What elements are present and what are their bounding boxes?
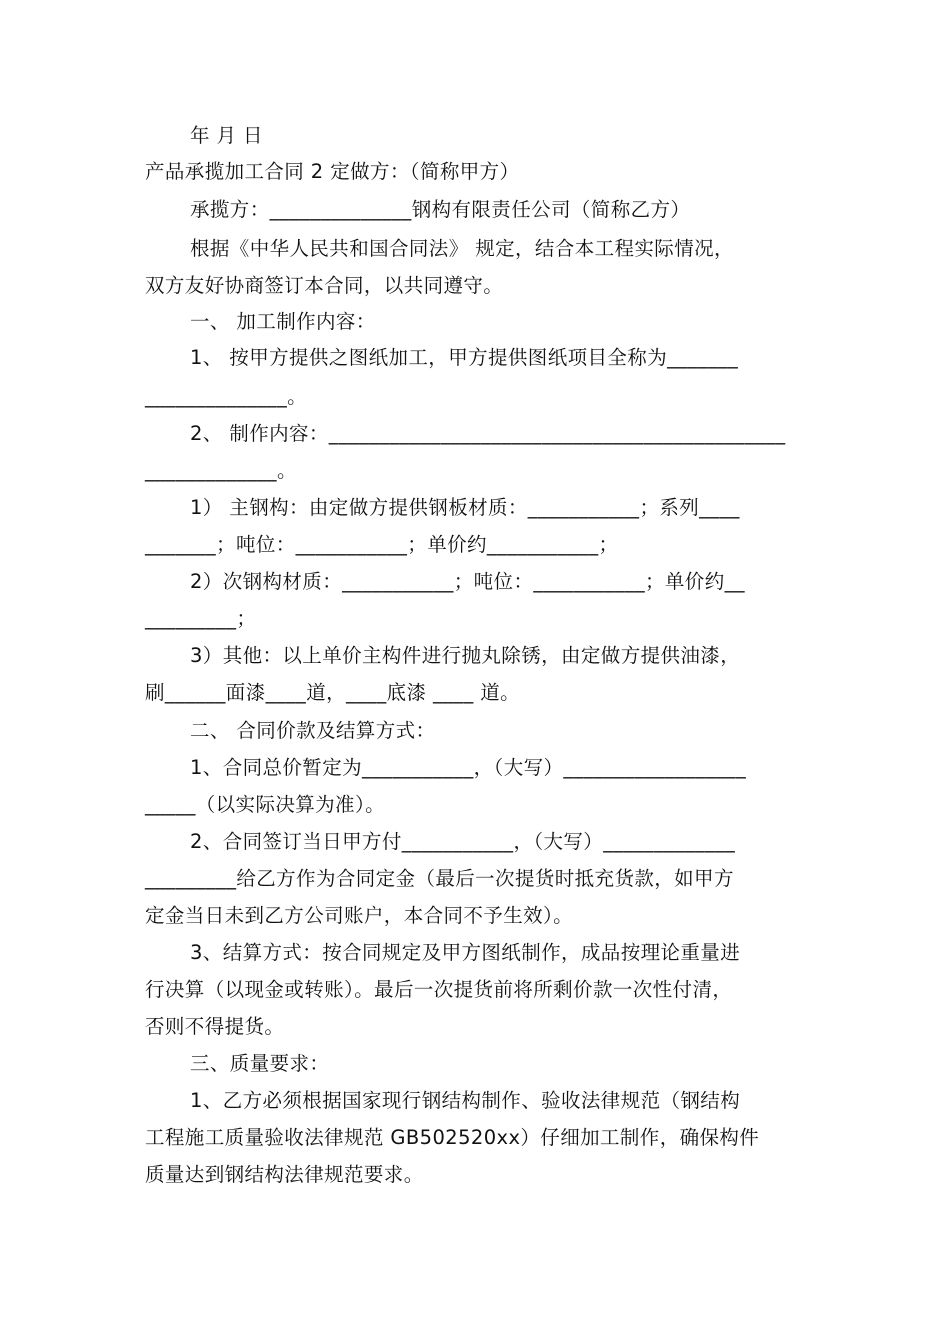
paragraph-line: 1、乙方必须根据国家现行钢结构制作、验收法律规范（钢结构 bbox=[190, 1089, 741, 1112]
section-heading: 三、质量要求： bbox=[190, 1052, 330, 1075]
paragraph-line: 2、 制作内容：_____________________________________________ bbox=[190, 422, 786, 445]
paragraph-line: 1、 按甲方提供之图纸加工，甲方提供图纸项目全称为_______ bbox=[190, 346, 739, 369]
paragraph-line: 1） 主钢构：由定做方提供钢板材质：___________；系列____ bbox=[190, 496, 740, 519]
paragraph-line: _______；吨位：___________；单价约___________； bbox=[145, 533, 619, 556]
paragraph-line: 3）其他：以上单价主构件进行抛丸除锈，由定做方提供油漆， bbox=[190, 644, 741, 667]
paragraph-line: ______________。 bbox=[145, 385, 307, 408]
paragraph-line: _________给乙方作为合同定金（最后一次提货时抵充货款，如甲方 bbox=[145, 867, 734, 890]
paragraph-line: 1、合同总价暂定为___________，（大写）__________________ bbox=[190, 756, 747, 779]
paragraph-line: 双方友好协商签订本合同，以共同遵守。 bbox=[145, 274, 504, 297]
section-heading: 二、 合同价款及结算方式： bbox=[190, 719, 436, 742]
section-heading: 一、 加工制作内容： bbox=[190, 310, 376, 333]
paragraph-line: _________； bbox=[145, 607, 257, 630]
paragraph-line: 定金当日未到乙方公司账户，本合同不予生效）。 bbox=[145, 904, 574, 927]
paragraph-line: 工程施工质量验收法律规范 GB502520xx）仔细加工制作，确保构件 bbox=[145, 1126, 760, 1149]
paragraph-line: 2、合同签订当日甲方付___________，（大写）_____________ bbox=[190, 830, 736, 853]
paragraph-line: 根据《中华人民共和国合同法》 规定，结合本工程实际情况， bbox=[190, 237, 734, 260]
paragraph-line: _____（以实际决算为准）。 bbox=[145, 793, 386, 816]
paragraph-line: 刷______面漆____道，____底漆 ____ 道。 bbox=[145, 681, 520, 704]
paragraph-line: 否则不得提货。 bbox=[145, 1015, 285, 1038]
date-line: 年 月 日 bbox=[190, 124, 263, 147]
paragraph-line: 2）次钢构材质：___________；吨位：___________；单价约__ bbox=[190, 570, 745, 593]
paragraph-line: 质量达到钢结构法律规范要求。 bbox=[145, 1163, 424, 1186]
paragraph-line: 3、结算方式：按合同规定及甲方图纸制作，成品按理论重量进 bbox=[190, 941, 741, 964]
paragraph-line: 行决算（以现金或转账）。最后一次提货前将所剩价款一次性付清， bbox=[145, 978, 733, 1001]
contractor-line: 承揽方：______________钢构有限责任公司（简称乙方） bbox=[190, 198, 691, 221]
paragraph-line: _____________。 bbox=[145, 459, 297, 482]
contract-title-line: 产品承揽加工合同 2 定做方：（简称甲方） bbox=[145, 160, 520, 183]
